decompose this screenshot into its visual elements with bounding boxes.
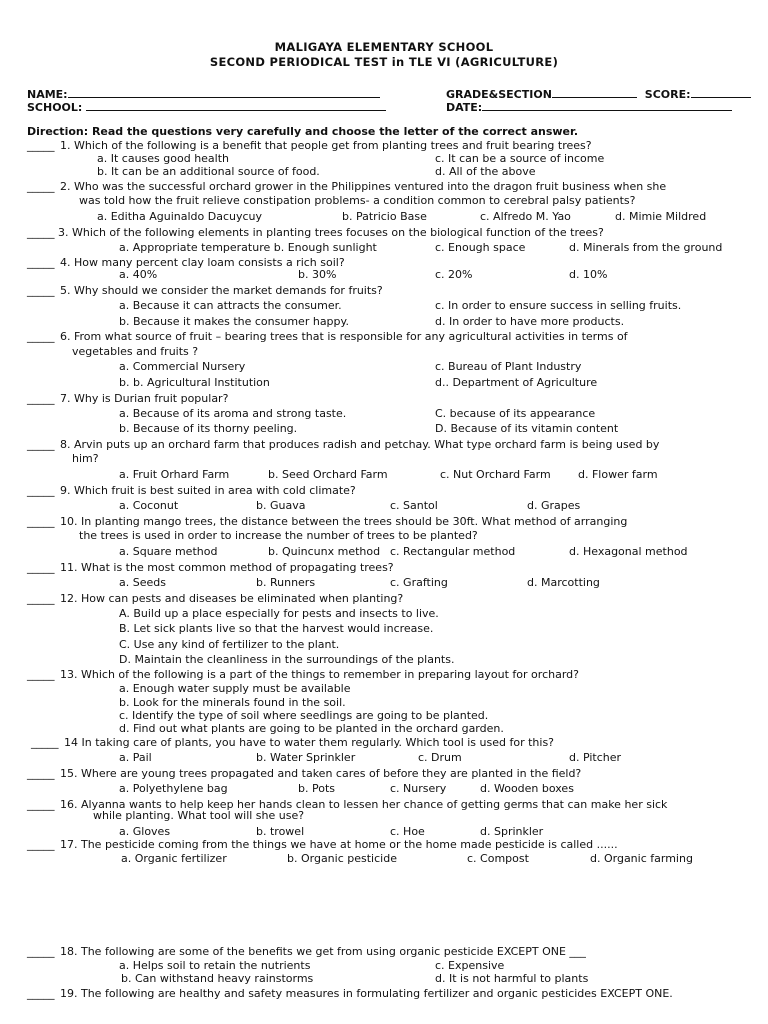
date-field[interactable] (446, 100, 732, 115)
choice-16c: c. Hoe (390, 825, 425, 838)
choice-7b: b. Because of its thorny peeling. (119, 422, 298, 435)
question-19-stem: 19. The following are healthy and safety measures in formulating fertilizer and organic pesticides EXCEPT ONE. (60, 987, 673, 1000)
choice-15b: b. Pots (298, 782, 335, 795)
question-6-stem-cont: vegetables and fruits ? (72, 345, 199, 358)
answer-blank[interactable]: _____ (27, 515, 55, 528)
question-2-stem-cont: was told how the fruit relieve constipation problems- a condition common to cerebral palsy patients? (79, 194, 636, 207)
question-10-stem: 10. In planting mango trees, the distance between the trees should be 30ft. What method of arranging (60, 515, 628, 528)
choice-11c: c. Grafting (390, 576, 448, 589)
answer-blank[interactable]: _____ (27, 226, 55, 239)
choice-14c: c. Drum (418, 751, 462, 764)
question-8-stem-cont: him? (72, 452, 99, 465)
choice-8d: d. Flower farm (578, 468, 658, 481)
choice-18b: b. Can withstand heavy rainstorms (121, 972, 314, 985)
name-blank[interactable] (68, 87, 380, 98)
choice-10c: c. Rectangular method (390, 545, 516, 558)
choice-12b: B. Let sick plants live so that the harvest would increase. (119, 622, 434, 635)
choice-10b: b. Quincunx method (268, 545, 381, 558)
choice-12c: C. Use any kind of fertilizer to the plant. (119, 638, 340, 651)
question-17-stem: 17. The pesticide coming from the things we have at home or the home made pesticide is called ...... (60, 838, 618, 851)
choice-8c: c. Nut Orchard Farm (440, 468, 551, 481)
choice-2d: d. Mimie Mildred (615, 210, 707, 223)
choice-9d: d. Grapes (527, 499, 581, 512)
choice-5c: c. In order to ensure success in selling fruits. (435, 299, 682, 312)
answer-blank[interactable]: _____ (27, 668, 55, 681)
choice-13c: c. Identify the type of soil where seedlings are going to be planted. (119, 709, 489, 722)
question-2-stem: 2. Who was the successful orchard grower in the Philippines ventured into the dragon fruit business when she (60, 180, 667, 193)
answer-blank[interactable]: _____ (27, 438, 55, 451)
choice-7a: a. Because of its aroma and strong taste. (119, 407, 347, 420)
choice-18d: d. It is not harmful to plants (435, 972, 589, 985)
choice-15c: c. Nursery (390, 782, 447, 795)
choice-4a: a. 40% (119, 268, 158, 281)
answer-blank[interactable]: _____ (27, 987, 55, 1000)
choice-3c: c. Enough space (435, 241, 526, 254)
question-3-stem: 3. Which of the following elements in planting trees focuses on the biological function of the trees? (58, 226, 604, 239)
answer-blank[interactable]: _____ (31, 736, 59, 749)
school-label: SCHOOL: (27, 101, 83, 114)
choice-7c: C. because of its appearance (435, 407, 596, 420)
choice-3ab: a. Appropriate temperature b. Enough sunlight (119, 241, 377, 254)
answer-blank[interactable]: _____ (27, 798, 55, 811)
choice-5b: b. Because it makes the consumer happy. (119, 315, 349, 328)
choice-14b: b. Water Sprinkler (256, 751, 356, 764)
choice-17b: b. Organic pesticide (287, 852, 397, 865)
answer-blank[interactable]: _____ (27, 945, 55, 958)
question-15-stem: 15. Where are young trees propagated and taken cares of before they are planted in the field? (60, 767, 582, 780)
choice-17c: c. Compost (467, 852, 529, 865)
choice-2c: c. Alfredo M. Yao (480, 210, 571, 223)
answer-blank[interactable]: _____ (27, 330, 55, 343)
choice-4d: d. 10% (569, 268, 608, 281)
choice-2a: a. Editha Aguinaldo Dacuycuy (97, 210, 263, 223)
choice-6a: a. Commercial Nursery (119, 360, 246, 373)
choice-16b: b. trowel (256, 825, 305, 838)
choice-2b: b. Patricio Base (342, 210, 427, 223)
choice-1a: a. It causes good health (97, 152, 230, 165)
choice-12d: D. Maintain the cleanliness in the surroundings of the plants. (119, 653, 455, 666)
question-13-stem: 13. Which of the following is a part of the things to remember in preparing layout for orchard? (60, 668, 579, 681)
answer-blank[interactable]: _____ (27, 561, 55, 574)
choice-9b: b. Guava (256, 499, 306, 512)
answer-blank[interactable]: _____ (27, 139, 55, 152)
answer-blank[interactable]: _____ (27, 392, 55, 405)
answer-blank[interactable]: _____ (27, 484, 55, 497)
choice-13a: a. Enough water supply must be available (119, 682, 351, 695)
answer-blank[interactable]: _____ (27, 180, 55, 193)
question-9-stem: 9. Which fruit is best suited in area with cold climate? (60, 484, 356, 497)
choice-10d: d. Hexagonal method (569, 545, 688, 558)
choice-15a: a. Polyethylene bag (119, 782, 228, 795)
school-blank[interactable] (86, 100, 386, 111)
direction: Direction: Read the questions very carefully and choose the letter of the correct answer. (27, 125, 579, 138)
choice-12a: A. Build up a place especially for pests and insects to live. (119, 607, 439, 620)
answer-blank[interactable]: _____ (27, 284, 55, 297)
question-10-stem-cont: the trees is used in order to increase the number of trees to be planted? (79, 529, 478, 542)
school-name: MALIGAYA ELEMENTARY SCHOOL (274, 40, 494, 54)
grade-section-blank[interactable] (552, 87, 637, 98)
choice-9a: a. Coconut (119, 499, 179, 512)
choice-18c: c. Expensive (435, 959, 505, 972)
choice-8a: a. Fruit Orhard Farm (119, 468, 230, 481)
choice-14a: a. Pail (119, 751, 152, 764)
score-blank[interactable] (691, 87, 751, 98)
answer-blank[interactable]: _____ (27, 256, 55, 269)
date-label: DATE: (446, 101, 483, 114)
choice-5d: d. In order to have more products. (435, 315, 625, 328)
question-6-stem: 6. From what source of fruit – bearing trees that is responsible for any agricultural activities in terms of (60, 330, 628, 343)
choice-6d: d.. Department of Agriculture (435, 376, 598, 389)
choice-8b: b. Seed Orchard Farm (268, 468, 388, 481)
question-5-stem: 5. Why should we consider the market demands for fruits? (60, 284, 383, 297)
choice-18a: a. Helps soil to retain the nutrients (119, 959, 311, 972)
question-16-stem-cont: while planting. What tool will she use? (93, 809, 305, 822)
name-label: NAME: (27, 88, 68, 101)
choice-14d: d. Pitcher (569, 751, 622, 764)
question-4-stem: 4. How many percent clay loam consists a rich soil? (60, 256, 345, 269)
choice-4c: c. 20% (435, 268, 473, 281)
question-14-stem: 14 In taking care of plants, you have to water them regularly. Which tool is used for this? (64, 736, 555, 749)
question-12-stem: 12. How can pests and diseases be eliminated when planting? (60, 592, 404, 605)
choice-1b: b. It can be an additional source of food. (97, 165, 320, 178)
choice-13b: b. Look for the minerals found in the soil. (119, 696, 346, 709)
choice-3d: d. Minerals from the ground (569, 241, 723, 254)
question-1-stem: 1. Which of the following is a benefit that people get from planting trees and fruit bearing trees? (60, 139, 592, 152)
choice-6b: b. b. Agricultural Institution (119, 376, 270, 389)
choice-13d: d. Find out what plants are going to be planted in the orchard garden. (119, 722, 504, 735)
choice-7d: D. Because of its vitamin content (435, 422, 619, 435)
choice-4b: b. 30% (298, 268, 337, 281)
choice-16d: d. Sprinkler (480, 825, 544, 838)
choice-1c: c. It can be a source of income (435, 152, 605, 165)
choice-10a: a. Square method (119, 545, 218, 558)
choice-9c: c. Santol (390, 499, 438, 512)
question-7-stem: 7. Why is Durian fruit popular? (60, 392, 229, 405)
choice-6c: c. Bureau of Plant Industry (435, 360, 582, 373)
question-18-stem: 18. The following are some of the benefits we get from using organic pesticide EXCEPT ONE ___ (60, 945, 586, 958)
choice-5a: a. Because it can attracts the consumer. (119, 299, 342, 312)
choice-11a: a. Seeds (119, 576, 166, 589)
grade-section-label: GRADE&SECTION (446, 88, 552, 101)
choice-17d: d. Organic farming (590, 852, 693, 865)
choice-11d: d. Marcotting (527, 576, 600, 589)
score-label: SCORE: (644, 88, 691, 101)
question-8-stem: 8. Arvin puts up an orchard farm that produces radish and petchay. What type orchard farm is being used by (60, 438, 660, 451)
choice-11b: b. Runners (256, 576, 316, 589)
date-blank[interactable] (482, 100, 732, 111)
school-field[interactable] (27, 100, 386, 115)
answer-blank[interactable]: _____ (27, 592, 55, 605)
choice-15d: d. Wooden boxes (480, 782, 574, 795)
answer-blank[interactable]: _____ (27, 767, 55, 780)
question-16-stem: 16. Alyanna wants to help keep her hands clean to lessen her chance of getting germs that can make her sick (60, 798, 668, 811)
choice-16a: a. Gloves (119, 825, 171, 838)
answer-blank[interactable]: _____ (27, 838, 55, 851)
choice-1d: d. All of the above (435, 165, 536, 178)
choice-17a: a. Organic fertilizer (121, 852, 227, 865)
question-11-stem: 11. What is the most common method of propagating trees? (60, 561, 394, 574)
test-title: SECOND PERIODICAL TEST in TLE VI (AGRICULTURE) (209, 55, 559, 69)
